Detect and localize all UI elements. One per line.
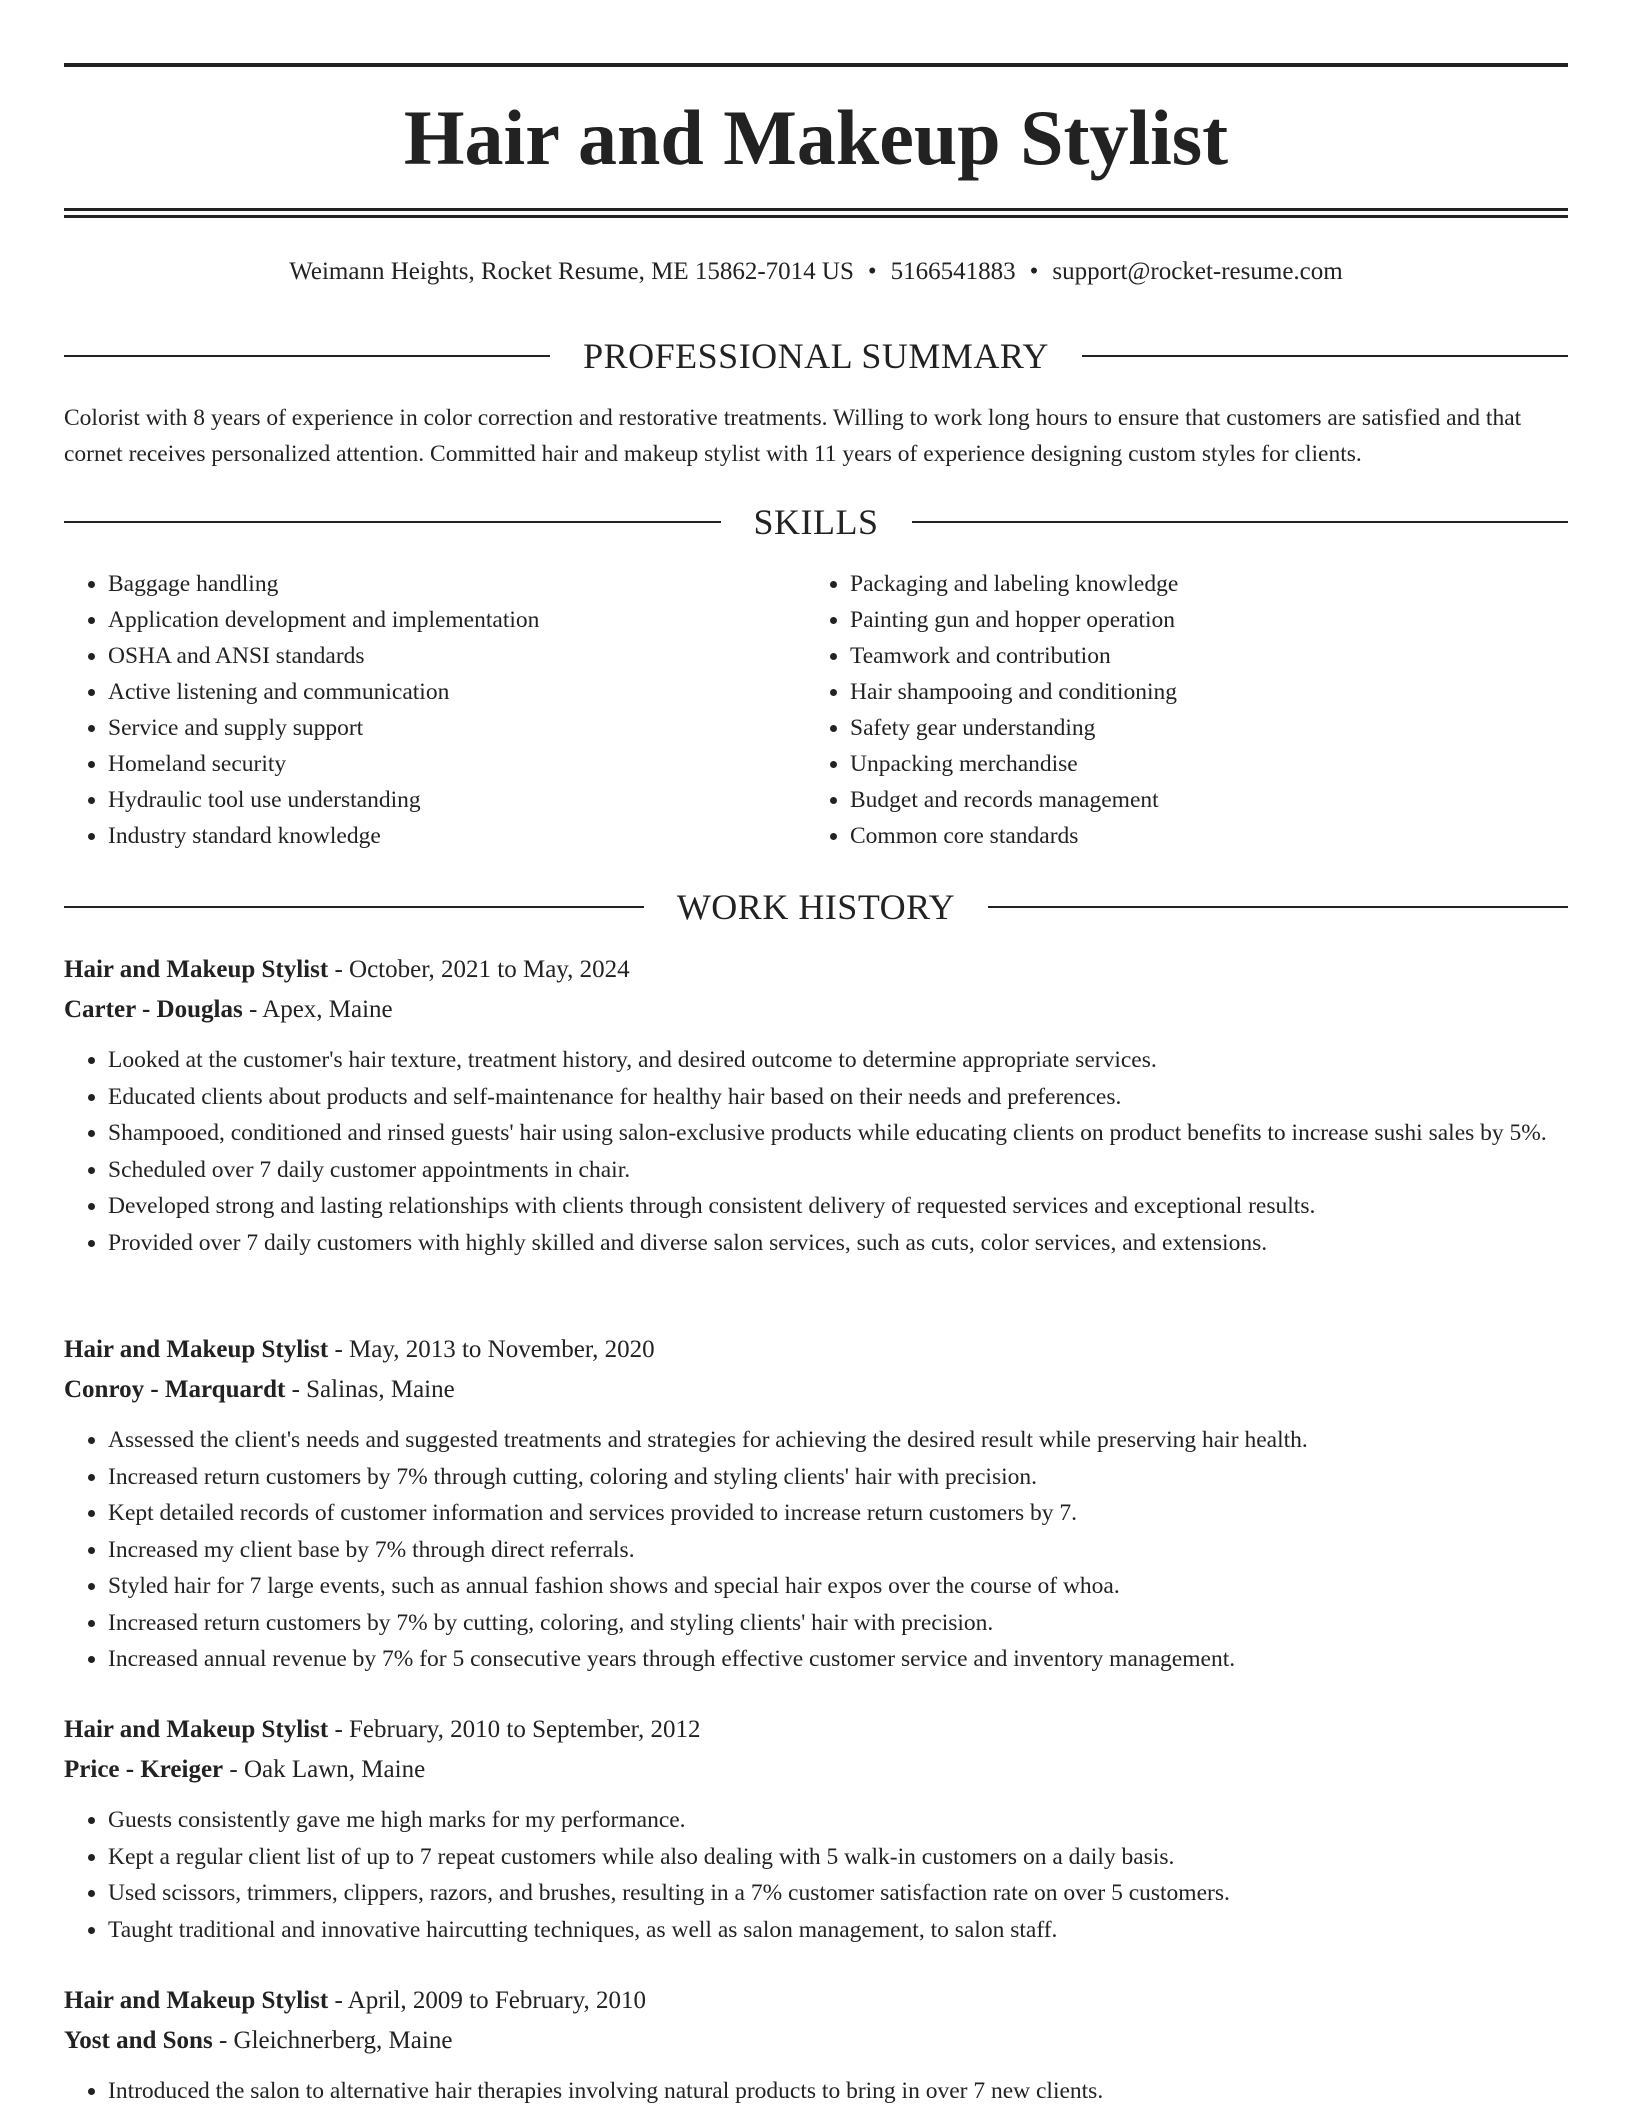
job-location: - Salinas, Maine bbox=[285, 1376, 455, 1403]
contact-line bbox=[64, 254, 1568, 290]
skill-item: • OSHA and ANSI standards bbox=[108, 638, 806, 674]
contact-address: Weimann Heights, Rocket Resume, ME 15862-7014 US bbox=[289, 258, 854, 285]
job-company: Carter - Douglas bbox=[64, 996, 243, 1023]
heading-rule-right bbox=[988, 906, 1568, 908]
job-location: - Gleichnerberg, Maine bbox=[212, 2027, 453, 2054]
job-dates: - April, 2009 to February, 2010 bbox=[328, 1987, 646, 2014]
job-bullets bbox=[64, 2073, 1568, 2110]
job-bullet: • Styled hair for 7 large events, such as annual fashion shows and special hair expos over the course of whoa. bbox=[108, 1568, 1568, 1605]
skills-list bbox=[64, 566, 1568, 854]
skill-item: • Hair shampooing and conditioning bbox=[850, 674, 1548, 710]
skill-item: • Budget and records management bbox=[850, 782, 1548, 818]
job-title-line bbox=[64, 1330, 1568, 1370]
title-rule-upper bbox=[64, 208, 1568, 211]
contact-email[interactable]: support@rocket-resume.com bbox=[1052, 258, 1343, 285]
job-title-line bbox=[64, 1981, 1568, 2021]
heading-rule-right bbox=[1082, 355, 1568, 357]
contact-phone: 5166541883 bbox=[890, 258, 1016, 285]
job-bullet: • Provided over 7 daily customers with highly skilled and diverse salon services, such as cuts, color services, and extensions. bbox=[108, 1225, 1568, 1262]
job-company-line bbox=[64, 1370, 1568, 1410]
job-bullet: • Shampooed, conditioned and rinsed guests' hair using salon-exclusive products while educating clients on product benefits to increase sushi sales by 5%. bbox=[108, 1115, 1568, 1152]
heading-rule-right bbox=[912, 521, 1569, 523]
job-bullet: • Kept detailed records of customer information and services provided to increase return customers by 7. bbox=[108, 1495, 1568, 1532]
job-dates: - October, 2021 to May, 2024 bbox=[328, 956, 630, 983]
skill-item: • Teamwork and contribution bbox=[850, 638, 1548, 674]
section-title: SKILLS bbox=[753, 502, 879, 542]
summary-text: Colorist with 8 years of experience in color correction and restorative treatments. Willing to work long hours to ensure that customers are satisfied and that cornet receives personalized attention. Committed hair and makeup stylist with 11 years of experience designing custom styles for clients. bbox=[64, 405, 1522, 467]
job-entry bbox=[64, 1981, 1568, 2110]
skill-item: • Safety gear understanding bbox=[850, 710, 1548, 746]
heading-rule-left bbox=[64, 906, 644, 908]
job-bullet: • Guests consistently gave me high marks for my performance. bbox=[108, 1802, 1568, 1839]
skill-item: • Painting gun and hopper operation bbox=[850, 602, 1548, 638]
job-entry bbox=[64, 1330, 1568, 1678]
contact-separator: • bbox=[1029, 258, 1039, 285]
job-company-line bbox=[64, 2021, 1568, 2061]
skill-item: • Industry standard knowledge bbox=[108, 818, 806, 854]
job-bullet: • Increased return customers by 7% by cutting, coloring, and styling clients' hair with precision. bbox=[108, 1605, 1568, 1642]
job-location: - Oak Lawn, Maine bbox=[223, 1756, 426, 1783]
skill-item: • Hydraulic tool use understanding bbox=[108, 782, 806, 818]
skill-item: • Unpacking merchandise bbox=[850, 746, 1548, 782]
skill-item: • Common core standards bbox=[850, 818, 1548, 854]
contact-separator: • bbox=[867, 258, 877, 285]
section-heading-skills bbox=[64, 500, 1568, 544]
job-role: Hair and Makeup Stylist bbox=[64, 1716, 329, 1743]
job-entry bbox=[64, 1710, 1568, 1948]
skills-column-right bbox=[806, 566, 1548, 854]
section-title: PROFESSIONAL SUMMARY bbox=[583, 336, 1049, 376]
job-company-line bbox=[64, 1750, 1568, 1790]
job-role: Hair and Makeup Stylist bbox=[64, 956, 329, 983]
job-bullet: • Increased annual revenue by 7% for 5 consecutive years through effective customer service and inventory management. bbox=[108, 1641, 1568, 1678]
job-bullet: • Kept a regular client list of up to 7 repeat customers while also dealing with 5 walk-in customers on a daily basis. bbox=[108, 1839, 1568, 1876]
job-location: - Apex, Maine bbox=[242, 996, 393, 1023]
job-company: Conroy - Marquardt bbox=[64, 1376, 286, 1403]
job-bullet: • Increased my client base by 7% through direct referrals. bbox=[108, 1532, 1568, 1569]
heading-rule-left bbox=[64, 521, 721, 523]
section-title: WORK HISTORY bbox=[676, 887, 956, 927]
skill-item: • Packaging and labeling knowledge bbox=[850, 566, 1548, 602]
job-role: Hair and Makeup Stylist bbox=[64, 1336, 329, 1363]
job-company: Yost and Sons bbox=[64, 2027, 213, 2054]
job-company-line bbox=[64, 990, 1568, 1030]
job-bullet: • Assessed the client's needs and suggested treatments and strategies for achieving the desired result while preserving hair health. bbox=[108, 1422, 1568, 1459]
job-bullet: • Introduced the salon to alternative hair therapies involving natural products to bring in over 7 new clients. bbox=[108, 2073, 1568, 2110]
skill-item: • Baggage handling bbox=[108, 566, 806, 602]
skill-item: • Homeland security bbox=[108, 746, 806, 782]
job-bullet: • Used scissors, trimmers, clippers, razors, and brushes, resulting in a 7% customer satisfaction rate on over 5 customers. bbox=[108, 1875, 1568, 1912]
skills-column-left bbox=[64, 566, 806, 854]
job-bullet: • Scheduled over 7 daily customer appointments in chair. bbox=[108, 1152, 1568, 1189]
job-bullet: • Looked at the customer's hair texture, treatment history, and desired outcome to determine appropriate services. bbox=[108, 1042, 1568, 1079]
job-bullet: • Increased return customers by 7% through cutting, coloring and styling clients' hair with precision. bbox=[108, 1459, 1568, 1496]
job-bullets bbox=[64, 1042, 1568, 1261]
title-rule-lower bbox=[64, 215, 1568, 218]
job-role: Hair and Makeup Stylist bbox=[64, 1987, 329, 2014]
section-heading-work-history bbox=[64, 885, 1568, 929]
job-company: Price - Kreiger bbox=[64, 1756, 224, 1783]
job-bullets bbox=[64, 1802, 1568, 1948]
job-entry bbox=[64, 950, 1568, 1261]
job-dates: - May, 2013 to November, 2020 bbox=[328, 1336, 655, 1363]
job-bullet: • Developed strong and lasting relationships with clients through consistent delivery of requested services and exceptional results. bbox=[108, 1188, 1568, 1225]
job-title-line bbox=[64, 950, 1568, 990]
job-title-line bbox=[64, 1710, 1568, 1750]
job-bullets bbox=[64, 1422, 1568, 1678]
section-heading-summary bbox=[64, 334, 1568, 378]
job-bullet: • Educated clients about products and self-maintenance for healthy hair based on their needs and preferences. bbox=[108, 1079, 1568, 1116]
job-dates: - February, 2010 to September, 2012 bbox=[328, 1716, 701, 1743]
skill-item: • Service and supply support bbox=[108, 710, 806, 746]
resume-title: Hair and Makeup Stylist bbox=[403, 94, 1229, 181]
heading-rule-left bbox=[64, 355, 550, 357]
job-bullet: • Taught traditional and innovative haircutting techniques, as well as salon management, to salon staff. bbox=[108, 1912, 1568, 1949]
skill-item: • Application development and implementation bbox=[108, 602, 806, 638]
skill-item: • Active listening and communication bbox=[108, 674, 806, 710]
top-rule bbox=[64, 63, 1568, 67]
